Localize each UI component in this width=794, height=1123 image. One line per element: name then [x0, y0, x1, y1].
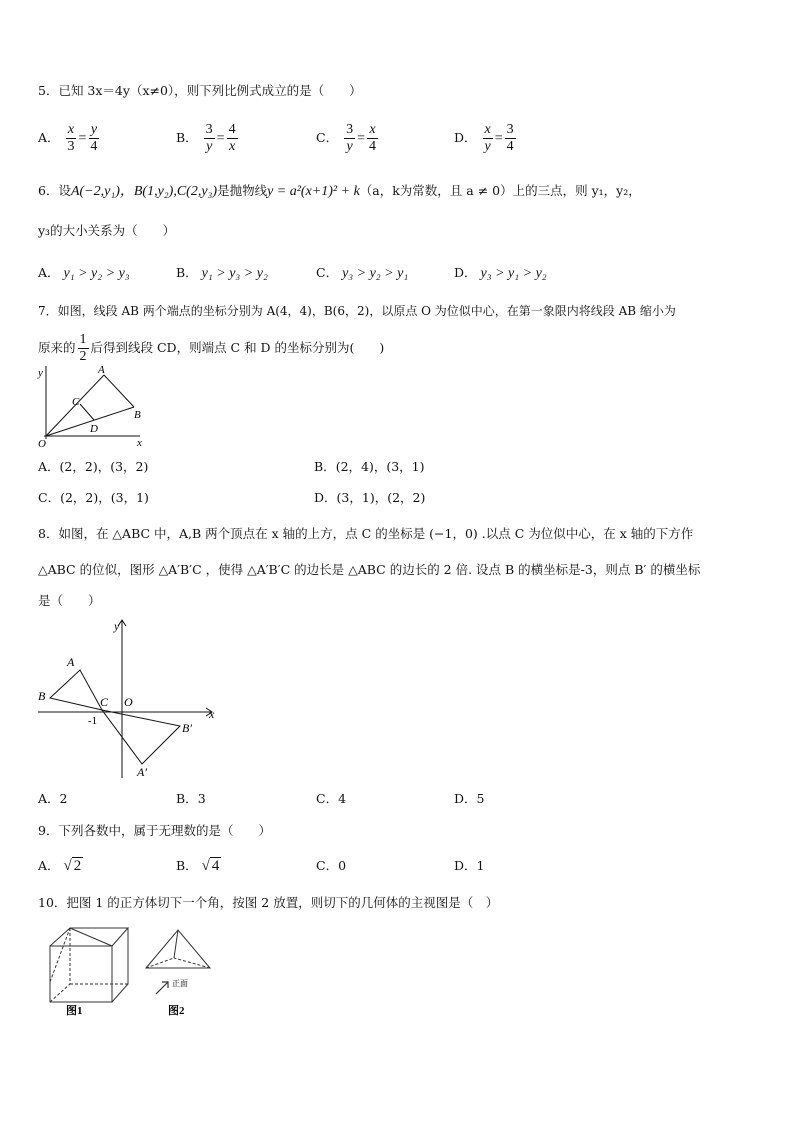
q6-option-a[interactable]: A． y₁ > y₂ > y₃	[38, 265, 130, 281]
label-x: x	[137, 437, 142, 449]
q9-option-b[interactable]: B． √ 4	[176, 858, 220, 874]
q5-option-d[interactable]: D． $\frac{x}{y}$ = $\frac{3}{4}$	[454, 122, 514, 154]
q6-option-b[interactable]: B． y₁ > y₃ > y₂	[176, 265, 268, 281]
sqrt-symbol: √ 2	[63, 858, 82, 874]
fraction: $\frac{x}{3}$	[67, 122, 75, 154]
label-c: C	[100, 695, 109, 709]
fraction: $\frac{x}{y}$	[484, 122, 491, 154]
label-a: A	[98, 364, 105, 376]
label-y: y	[38, 367, 43, 379]
q8-option-b[interactable]: B．3	[176, 791, 206, 806]
q7-line2: 原来的 $\frac{1}{2}$ 后得到线段 CD，则端点 C 和 D 的坐标分别为( )	[38, 332, 385, 364]
q6-option-d[interactable]: D． y₃ > y₁ > y₂	[454, 265, 547, 281]
fraction: $\frac{3}{y}$	[346, 122, 354, 154]
q7-option-d[interactable]: D．(3，1)，(2，2)	[314, 490, 426, 505]
q9-option-a[interactable]: A． √ 2	[38, 858, 82, 874]
q7-option-b[interactable]: B．(2，4)，(3，1)	[314, 459, 425, 474]
triangle-abc	[50, 670, 102, 710]
q6-line1: 6．设A(−2,y₁)，B(1,y₂),C(2,y₃)是抛物线y = a²(x+1)² + k（a，k为常数，且 a ≠ 0）上的三点，则 y₁，y₂，	[38, 183, 641, 199]
view-arrow	[156, 982, 168, 994]
segment-ab	[104, 375, 134, 407]
label-y: y	[114, 619, 120, 633]
label-minus1: -1	[88, 715, 98, 727]
q7-figure	[34, 364, 150, 450]
q5-option-a[interactable]: A． $\frac{x}{3}$ = $\frac{y}{4}$	[38, 122, 98, 154]
q8-option-a[interactable]: A．2	[38, 791, 68, 806]
q9-stem: 9．下列各数中，属于无理数的是（ ）	[38, 823, 271, 838]
fraction: $\frac{x}{4}$	[368, 122, 376, 154]
q10-figures	[40, 922, 230, 1020]
q8-option-c[interactable]: C．4	[316, 791, 347, 806]
q5-option-c[interactable]: C． $\frac{3}{y}$ = $\frac{x}{4}$	[316, 122, 376, 154]
label-x: x	[209, 707, 215, 721]
label-b: B	[38, 689, 46, 703]
label-a: A	[67, 655, 75, 669]
sqrt-symbol: √ 4	[201, 858, 220, 874]
fraction: $\frac{3}{y}$	[205, 122, 213, 154]
fig2-caption: 图2	[168, 1005, 185, 1017]
view-label: 正面	[172, 979, 188, 988]
q8-figure	[34, 618, 224, 782]
q8-line3: 是（ ）	[38, 593, 101, 608]
segment-cd	[80, 404, 94, 420]
fraction-half: $\frac{1}{2}$	[79, 332, 87, 364]
option-label: A．	[38, 130, 60, 145]
q5-stem: 5．已知 3x＝4y（x≠0），则下列比例式成立的是（ ）	[38, 83, 362, 98]
q7-option-a[interactable]: A．(2，2)，(3，2)	[38, 459, 149, 474]
tetrahedron-figure	[146, 930, 210, 968]
q8-option-d[interactable]: D．5	[454, 791, 485, 806]
label-o: O	[124, 695, 133, 709]
option-label: D．	[454, 130, 477, 145]
q8-line2: △ABC 的位似，图形 △A′B′C ，使得 △A′B′C 的边长是 △ABC 的边长的 2 倍. 设点 B 的横坐标是-3，则点 B′ 的横坐标	[38, 562, 701, 577]
label-c: C	[72, 396, 80, 408]
option-label: B．	[176, 130, 198, 145]
fraction: $\frac{3}{4}$	[506, 122, 514, 154]
label-a-prime: A′	[137, 765, 147, 779]
label-b-prime: B′	[182, 721, 192, 735]
q6-formula: y = a²(x+1)² + k	[267, 184, 360, 199]
label-o: O	[38, 438, 46, 450]
q6-line2: y₃的大小关系为（ ）	[38, 223, 176, 238]
fig1-caption: 图1	[66, 1005, 83, 1017]
fraction: $\frac{4}{x}$	[228, 122, 236, 154]
cube-figure	[50, 928, 128, 1002]
option-label: C．	[316, 130, 339, 145]
q6-option-c[interactable]: C． y₃ > y₂ > y₁	[316, 265, 409, 281]
q9-option-c[interactable]: C．0	[316, 858, 347, 873]
q8-line1: 8．如图，在 △ABC 中，A,B 两个顶点在 x 轴的上方，点 C 的坐标是 (−1，0) .以点 C 为位似中心，在 x 轴的下方作	[38, 526, 694, 541]
q7-option-c[interactable]: C．(2，2)，(3，1)	[38, 490, 149, 505]
label-d: D	[90, 423, 98, 435]
fraction: $\frac{y}{4}$	[90, 122, 98, 154]
q6-points: A(−2,y₁)，B(1,y₂),C(2,y₃)	[70, 184, 218, 199]
q5-option-b[interactable]: B． $\frac{3}{y}$ = $\frac{4}{x}$	[176, 122, 236, 154]
q7-line1: 7．如图，线段 AB 两个端点的坐标分别为 A(4，4)，B(6，2)，以原点 O 为位似中心，在第一象限内将线段 AB 缩小为	[38, 304, 676, 318]
label-b: B	[134, 409, 141, 421]
triangle-apbpc	[102, 710, 180, 764]
q9-option-d[interactable]: D．1	[454, 858, 485, 873]
q10-stem: 10．把图 1 的正方体切下一个角，按图 2 放置，则切下的几何体的主视图是（ ）	[38, 895, 499, 910]
